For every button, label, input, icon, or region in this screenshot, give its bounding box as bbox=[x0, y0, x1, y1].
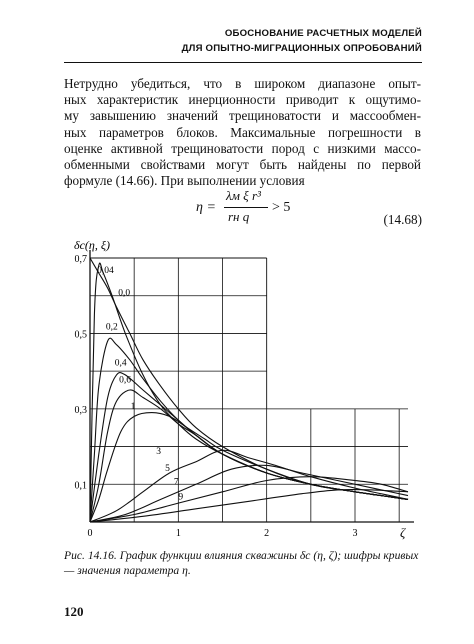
curve-eta-9 bbox=[90, 490, 408, 522]
y-tick-label: 0,5 bbox=[74, 329, 87, 341]
body-line: обменными свойствами могут быть найдены по первой bbox=[64, 157, 421, 173]
chart-labels bbox=[75, 254, 358, 539]
x-tick-label: 2 bbox=[264, 528, 270, 539]
curve-label: 5 bbox=[165, 464, 170, 475]
curve-label: 0,6 bbox=[119, 375, 132, 386]
chart-curves bbox=[90, 258, 408, 522]
body-line: формуле (14.66). При выполнении условия bbox=[64, 173, 305, 189]
body-line: ных характеристик инерционности приводит к ощутимо- bbox=[64, 92, 421, 108]
curve-label: 0,2 bbox=[105, 322, 118, 333]
x-axis-label: ζ bbox=[400, 525, 406, 540]
x-tick-label: 3 bbox=[352, 528, 358, 539]
x-tick-label: 0 bbox=[87, 528, 93, 539]
chart-grid bbox=[90, 258, 408, 522]
body-line: му завышению значений трещиноватости и массообмен- bbox=[64, 108, 421, 124]
curve-eta-0-04 bbox=[90, 263, 408, 522]
curve-label: 0,0 bbox=[118, 288, 131, 299]
caption-prefix: Рис. 14.16. bbox=[64, 549, 117, 562]
body-line: оценке активной трещиноватости пород с низкими массо- bbox=[64, 140, 421, 156]
y-tick-label: 0,1 bbox=[74, 480, 87, 492]
curve-label: 0,4 bbox=[114, 358, 127, 369]
curve-eta-7 bbox=[90, 477, 408, 522]
x-tick-label: 1 bbox=[175, 528, 181, 539]
equation-denominator: rн q bbox=[228, 209, 250, 224]
curve-eta-0-0 bbox=[90, 258, 408, 499]
body-line: Нетрудно убедиться, что в широком диапазоне опыт- bbox=[64, 76, 421, 91]
curve-label: 7 bbox=[173, 477, 179, 488]
curve-label: 9 bbox=[178, 492, 184, 503]
y-tick-label: 0,7 bbox=[74, 254, 87, 265]
y-axis-label: δc(η, ξ) bbox=[74, 238, 110, 252]
curve-label: 1 bbox=[130, 401, 136, 412]
body-line: ных параметров блоков. Максимальные погрешности в bbox=[64, 124, 421, 140]
figure-caption bbox=[64, 548, 424, 578]
curve-eta-1 bbox=[90, 413, 408, 522]
running-head-line-2: ДЛЯ ОПЫТНО-МИГРАЦИОННЫХ ОПРОБОВАНИЙ bbox=[181, 43, 422, 54]
page-number: 120 bbox=[64, 604, 84, 619]
curve-eta-0-6 bbox=[90, 390, 408, 522]
caption-text: График функции влияния скважины δc (η, ζ); шифры кривых — значения параметра η. bbox=[64, 549, 419, 577]
curve-eta-0-4 bbox=[90, 373, 408, 522]
equation-number: (14.68) bbox=[383, 212, 422, 227]
running-head-line-1: ОБОСНОВАНИЕ РАСЧЕТНЫХ МОДЕЛЕЙ bbox=[224, 28, 422, 39]
equation-lhs: η = bbox=[196, 200, 216, 215]
curve-label: 0,04 bbox=[97, 266, 114, 277]
curve-label: 3 bbox=[156, 447, 161, 458]
equation-numerator: λм ξ r³ bbox=[226, 188, 261, 203]
curve-eta-0-2 bbox=[90, 338, 408, 522]
y-tick-label: 0,3 bbox=[74, 404, 87, 416]
equation-rhs: > 5 bbox=[272, 200, 291, 215]
